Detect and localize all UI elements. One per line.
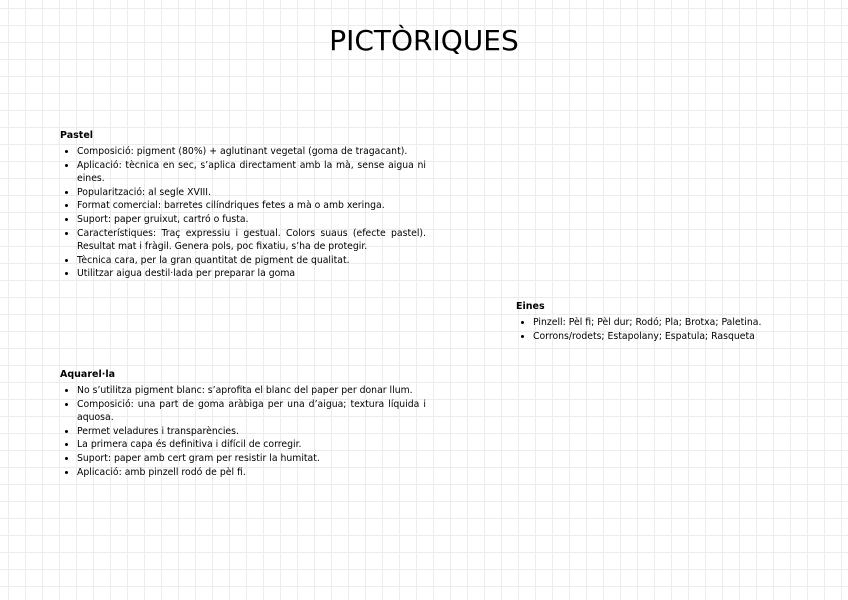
list-item: • Corrons/rodets; Estapolany; Espatula; Rasqueta — [533, 330, 816, 344]
eines-heading: Eines — [516, 301, 545, 312]
list-item: • Pinzell: Pèl fi; Pèl dur; Rodó; Pla; Brotxa; Paletina. — [533, 316, 816, 330]
pastel-section — [60, 129, 426, 281]
pastel-heading: Pastel — [60, 130, 94, 141]
list-item: • Format comercial: barretes cilíndriques fetes a mà o amb xeringa. — [77, 199, 426, 213]
list-item: • Aplicació: amb pinzell rodó de pèl fi. — [77, 466, 426, 480]
eines-section — [516, 300, 816, 343]
aquarel-heading: Aquarel·la — [60, 369, 115, 380]
pastel-list — [60, 145, 426, 281]
list-item: • Tècnica cara, per la gran quantitat de pigment de qualitat. — [77, 254, 426, 268]
list-item: • Permet veladures i transparències. — [77, 425, 426, 439]
list-item: • Composició: una part de goma aràbiga per una d’aigua; textura líquida i aquosa. — [77, 398, 426, 425]
aquarel-list — [60, 384, 426, 479]
aquarel-section — [60, 368, 426, 479]
list-item: • Característiques: Traç expressiu i gestual. Colors suaus (efecte pastel). Resultat mat i fràgil. Genera pols, poc fixatiu, s’ha de protegir. — [77, 227, 426, 254]
list-item: • No s’utilitza pigment blanc: s’aprofita el blanc del paper per donar llum. — [77, 384, 426, 398]
list-item: • Utilitzar aigua destil·lada per preparar la goma — [77, 267, 426, 281]
page-title: PICTÒRIQUES — [329, 24, 519, 57]
list-item: • Aplicació: tècnica en sec, s’aplica directament amb la mà, sense aigua ni eines. — [77, 159, 426, 186]
list-item: • Composició: pigment (80%) + aglutinant vegetal (goma de tragacant). — [77, 145, 426, 159]
list-item: • La primera capa és definitiva i difícil de corregir. — [77, 438, 426, 452]
list-item: • Suport: paper gruixut, cartró o fusta. — [77, 213, 426, 227]
list-item: • Popularització: al segle XVIII. — [77, 186, 426, 200]
eines-list — [516, 316, 816, 343]
list-item: • Suport: paper amb cert gram per resistir la humitat. — [77, 452, 426, 466]
